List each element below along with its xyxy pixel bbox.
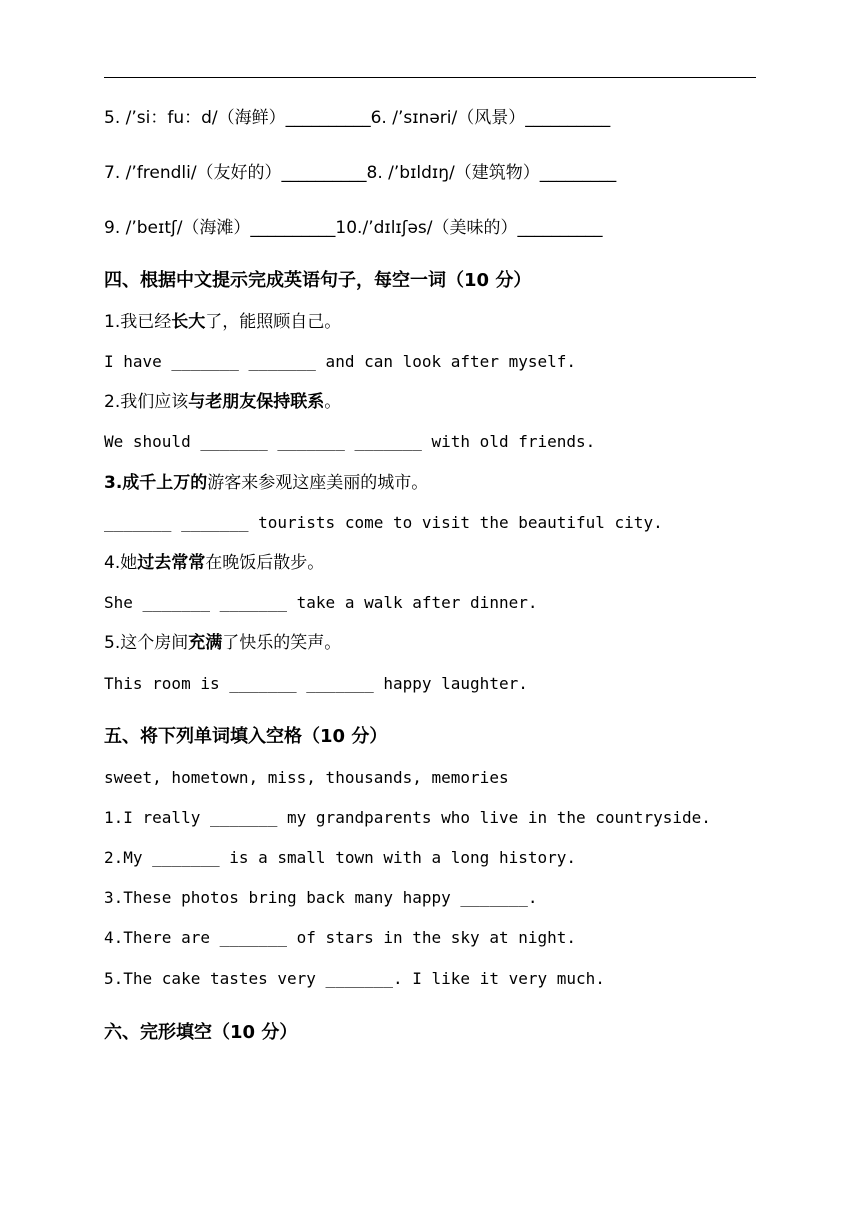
section-5-title: 五、将下列单词填入空格（10 分） xyxy=(104,726,388,747)
question-en: We should _______ _______ _______ with old friends. xyxy=(104,432,596,451)
fill-sentence: 2.My _______ is a small town with a long history. xyxy=(104,848,577,867)
question-zh: 3.成千上万的游客来参观这座美丽的城市。 xyxy=(104,473,429,493)
vocab-line: 5. /’si：fu：d/（海鲜）__________6. /’sɪnəri/（风景）__________ xyxy=(104,108,611,128)
question-zh: 5.这个房间充满了快乐的笑声。 xyxy=(104,633,342,653)
fill-sentence: 5.The cake tastes very _______. I like it very much. xyxy=(104,969,605,988)
fill-sentence: 3.These photos bring back many happy _______. xyxy=(104,888,538,907)
section-4-title: 四、根据中文提示完成英语句子，每空一词（10 分） xyxy=(104,270,532,291)
question-zh: 2.我们应该与老朋友保持联系。 xyxy=(104,392,342,412)
question-en: _______ _______ tourists come to visit the beautiful city. xyxy=(104,513,663,532)
question-zh: 4.她过去常常在晚饭后散步。 xyxy=(104,553,325,573)
word-bank: sweet, hometown, miss, thousands, memories xyxy=(104,768,509,787)
section-6-title: 六、完形填空（10 分） xyxy=(104,1022,298,1043)
question-en: I have _______ _______ and can look after myself. xyxy=(104,352,577,371)
vocab-line: 9. /’beɪtʃ/（海滩）__________10./’dɪlɪʃəs/（美味的）__________ xyxy=(104,218,603,238)
fill-sentence: 4.There are _______ of stars in the sky at night. xyxy=(104,928,577,947)
header-rule xyxy=(104,77,756,78)
question-zh: 1.我已经长大了，能照顾自己。 xyxy=(104,312,342,332)
fill-sentence: 1.I really _______ my grandparents who live in the countryside. xyxy=(104,808,711,827)
vocab-line: 7. /’frendli/（友好的）__________8. /’bɪldɪŋ/（建筑物）_________ xyxy=(104,163,617,183)
question-en: She _______ _______ take a walk after dinner. xyxy=(104,593,538,612)
question-en: This room is _______ _______ happy laughter. xyxy=(104,674,528,693)
